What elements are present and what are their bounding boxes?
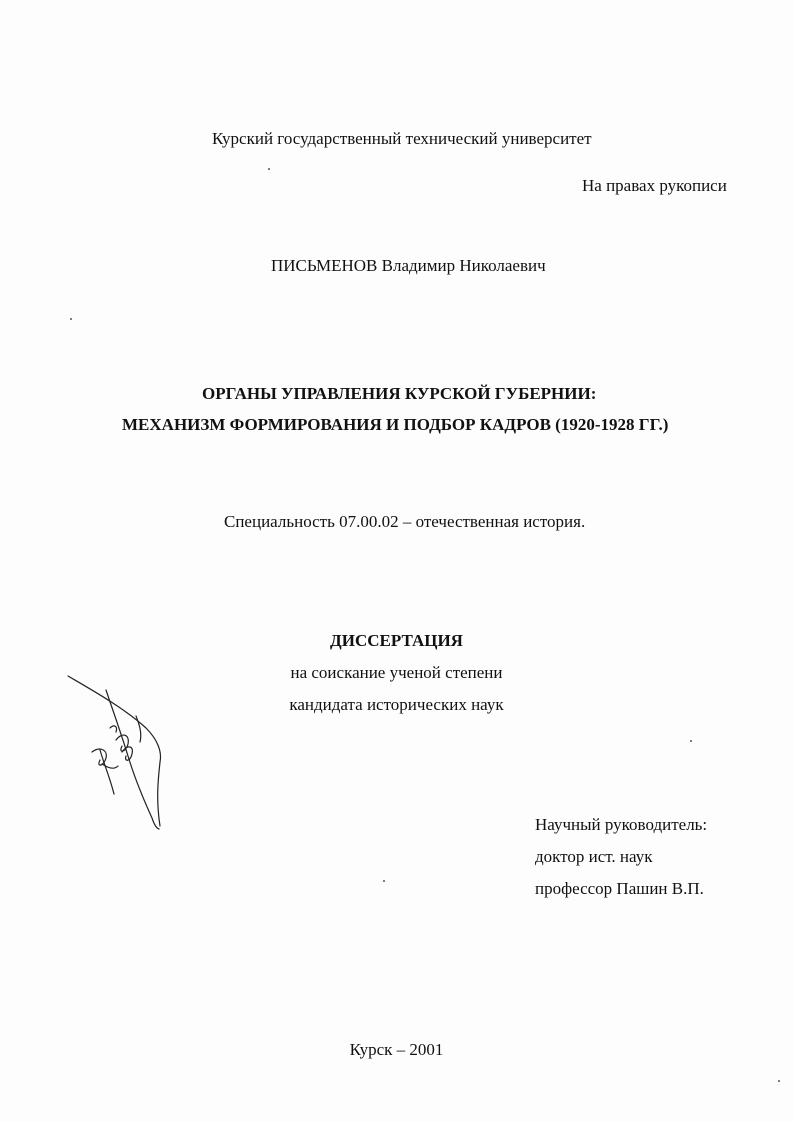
dissertation-heading: ДИССЕРТАЦИЯ <box>330 631 463 650</box>
author-name: ПИСЬМЕНОВ Владимир Николаевич <box>271 256 546 275</box>
degree-line-1: на соискание ученой степени <box>290 663 503 682</box>
scan-speck <box>383 880 385 882</box>
scan-speck <box>70 318 72 320</box>
supervisor-label: Научный руководитель: <box>535 815 708 834</box>
title-line-2: МЕХАНИЗМ ФОРМИРОВАНИЯ И ПОДБОР КАДРОВ (1920-1928 ГГ.) <box>122 415 669 434</box>
scan-speck <box>778 1080 780 1082</box>
signature-icon <box>62 668 174 834</box>
city-year: Курск – 2001 <box>349 1040 444 1059</box>
scan-speck <box>690 740 692 742</box>
manuscript-note: На правах рукописи <box>582 176 727 195</box>
specialty: Специальность 07.00.02 – отечественная история. <box>224 512 586 531</box>
scan-speck <box>268 168 270 170</box>
degree-line-2: кандидата исторических наук <box>289 695 504 714</box>
supervisor-name: профессор Пашин В.П. <box>535 879 704 898</box>
university-name: Курский государственный технический университет <box>212 129 592 148</box>
title-line-1: ОРГАНЫ УПРАВЛЕНИЯ КУРСКОЙ ГУБЕРНИИ: <box>202 384 597 403</box>
supervisor-degree: доктор ист. наук <box>535 847 653 866</box>
